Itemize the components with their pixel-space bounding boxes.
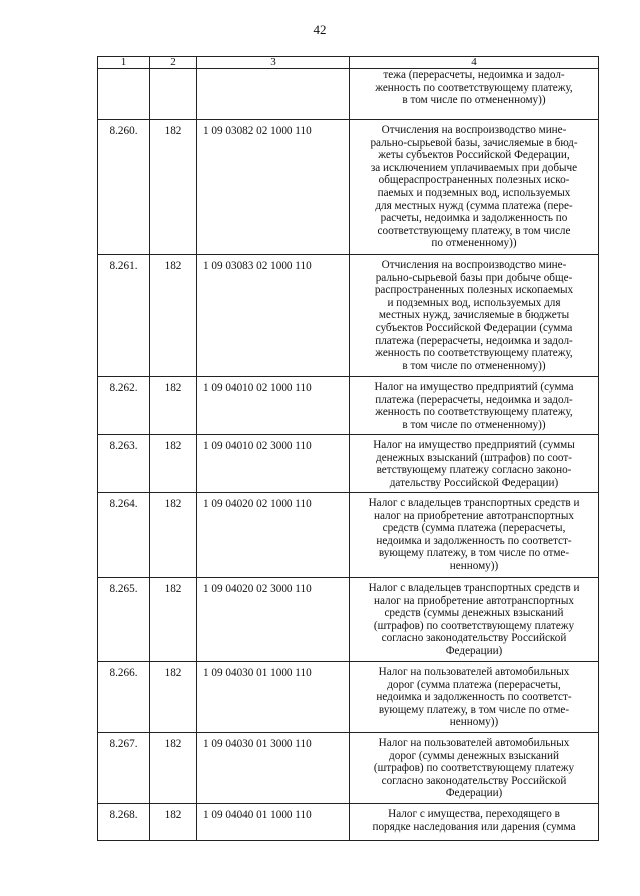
row-description: Налог с владельцев транспортных средств и налог на приобретение автотранспортных средств (сумма платежа (перерасчеты, недоимка и задолженность по соответст- вующему платежу, в том числе по отме- ненному)) [350,493,599,578]
table-row [98,662,599,733]
row-description: Налог на пользователей автомобильных дорог (суммы денежных взысканий (штрафов) по соответствующему платежу согласно законодательству Российской Федерации) [350,733,599,804]
column-header-3: 3 [197,57,350,69]
row-description: Налог на пользователей автомобильных дорог (сумма платежа (перерасчеты, недоимка и задолженность по соответст- вующему платежу, в том числе по отме- ненному)) [350,662,599,733]
admin-code: 182 [150,733,197,804]
column-header-4: 4 [350,57,599,69]
budget-code: 1 09 04030 01 3000 110 [197,733,350,804]
column-header-1: 1 [98,57,150,69]
row-number: 8.260. [98,120,150,255]
table-row [98,804,599,841]
header-row [98,57,599,69]
continuation-row [98,69,599,120]
row-description: Налог с имущества, переходящего в порядке наследования или дарения (сумма [350,804,599,841]
row-number: 8.261. [98,255,150,377]
revenue-codes-table [97,56,599,841]
table-row [98,578,599,662]
budget-code: 1 09 04040 01 1000 110 [197,804,350,841]
table-row [98,377,599,435]
page-number: 42 [313,22,327,37]
budget-code: 1 09 04010 02 3000 110 [197,435,350,493]
admin-code: 182 [150,662,197,733]
budget-code: 1 09 04010 02 1000 110 [197,377,350,435]
row-description: Налог на имущество предприятий (сумма платежа (перерасчеты, недоимка и задол- женность по соответствующему платежу, в том числе по отмененному)) [350,377,599,435]
table-row [98,733,599,804]
budget-code: 1 09 04030 01 1000 110 [197,662,350,733]
row-description: Налог с владельцев транспортных средств и налог на приобретение автотранспортных средств (суммы денежных взысканий (штрафов) по соответствующему платежу согласно законодательству Российской Федерации) [350,578,599,662]
row-number: 8.265. [98,578,150,662]
admin-code: 182 [150,377,197,435]
admin-code: 182 [150,435,197,493]
table-row [98,120,599,255]
row-description: Налог на имущество предприятий (суммы денежных взысканий (штрафов) по соот- ветствующему платежу согласно законо- дательству Российской Федерации) [350,435,599,493]
row-number: 8.266. [98,662,150,733]
row-description: Отчисления на воспроизводство мине- рально-сырьевой базы при добыче обще- распространенных полезных ископаемых и подземных вод, используемых для местных нужд, зачисляемые в бюджеты субъектов Российской Федерации (сумма платежа (перерасчеты, недоимка и задол- женность по соответствующему платежу, в том числе по отмененному)) [350,255,599,377]
row-description: Отчисления на воспроизводство мине- рально-сырьевой базы, зачисляемые в бюд- жеты субъектов Российской Федерации, за исключением уплачиваемых при добыче общераспространенных полезных иско- паемых и подземных вод, используемых для местных нужд (сумма платежа (пере- расчеты, недоимка и задолженность по соответствующему платежу, в том числе по отмененному)) [350,120,599,255]
table-row [98,435,599,493]
budget-code: 1 09 03082 02 1000 110 [197,120,350,255]
row-number: 8.267. [98,733,150,804]
row-number: 8.262. [98,377,150,435]
row-number: 8.263. [98,435,150,493]
column-header-2: 2 [150,57,197,69]
row-number: 8.268. [98,804,150,841]
admin-code: 182 [150,578,197,662]
budget-code: 1 09 04020 02 3000 110 [197,578,350,662]
admin-code: 182 [150,255,197,377]
continuation-text: тежа (перерасчеты, недоимка и задол- женность по соответствующему платежу, в том числе по отмененному)) [350,69,599,120]
admin-code: 182 [150,120,197,255]
budget-code: 1 09 04020 02 1000 110 [197,493,350,578]
admin-code: 182 [150,493,197,578]
budget-code: 1 09 03083 02 1000 110 [197,255,350,377]
admin-code: 182 [150,804,197,841]
table-row [98,255,599,377]
row-number: 8.264. [98,493,150,578]
table-row [98,493,599,578]
